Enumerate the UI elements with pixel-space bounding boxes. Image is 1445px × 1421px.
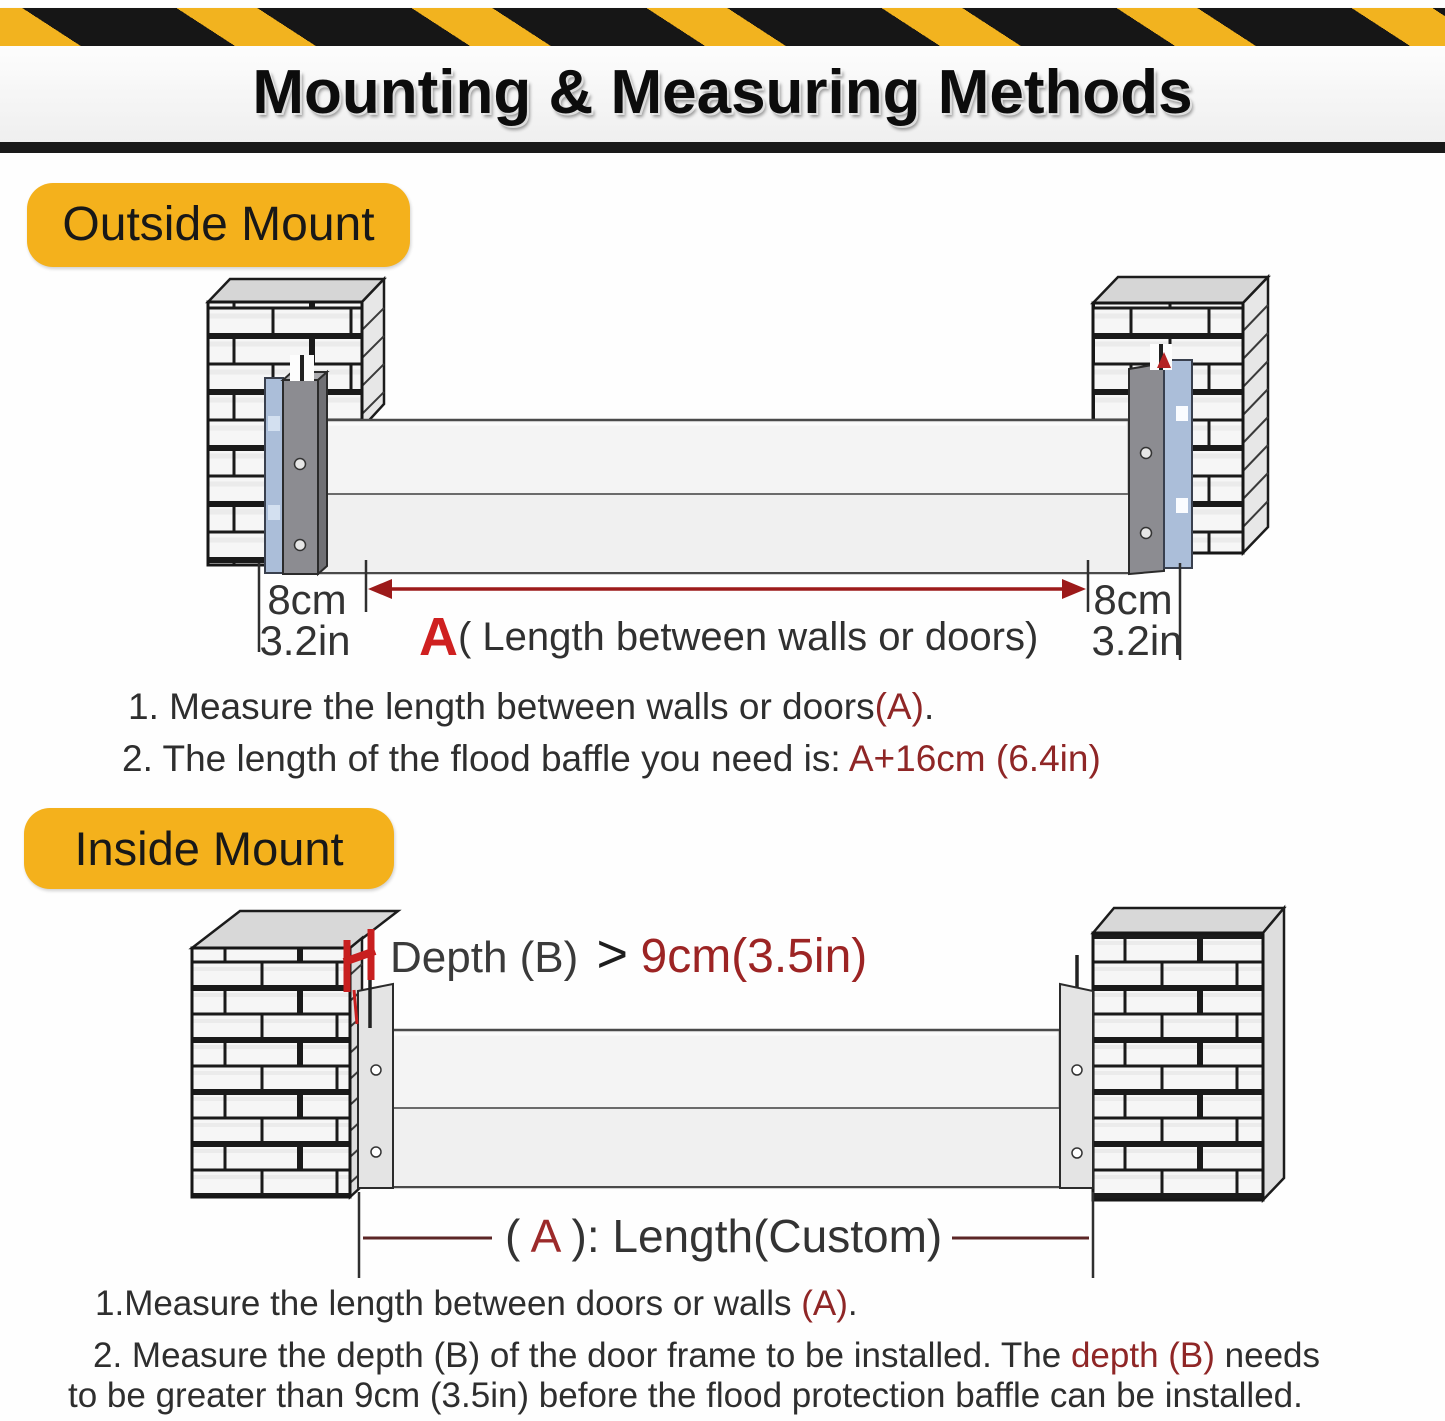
step-highlight: depth (B) xyxy=(1070,1336,1215,1375)
step-text: 1.Measure the length between doors or walls xyxy=(95,1284,802,1323)
step-text: 2. Measure the depth (B) of the door frame to be installed. The xyxy=(93,1336,1071,1375)
outside-mount-diagram xyxy=(208,277,1268,667)
dim-right-cm: 8cm xyxy=(1093,576,1173,623)
left-rail-channel xyxy=(265,378,283,573)
step-highlight: A+16cm (6.4in) xyxy=(848,738,1101,779)
length-custom-label xyxy=(505,1210,942,1262)
outside-mount-badge: Outside Mount xyxy=(27,183,410,267)
screw-hole xyxy=(371,1147,381,1157)
depth-label xyxy=(390,924,867,984)
dim-right-in: 3.2in xyxy=(1091,617,1183,664)
span-arrow xyxy=(368,579,1086,599)
right-mounting-plate xyxy=(1060,984,1093,1188)
dim-left-cm: 8cm xyxy=(267,576,347,623)
step-highlight: (A) xyxy=(801,1284,848,1323)
screw-hole xyxy=(1072,1065,1082,1075)
inside-step-1 xyxy=(95,1284,858,1324)
step-text: . xyxy=(923,686,935,727)
dim-left-in: 3.2in xyxy=(259,617,351,664)
inside-mount-badge: Inside Mount xyxy=(24,808,394,889)
step-text: to be greater than 9cm (3.5in) before the flood protection baffle can be installed. xyxy=(68,1376,1303,1415)
screw-hole xyxy=(371,1065,381,1075)
right-wall-pillar-inside xyxy=(1093,908,1284,1200)
outside-step-2 xyxy=(122,738,1101,780)
page-title: Mounting & Measuring Methods xyxy=(252,58,1193,127)
len-a: A xyxy=(530,1210,559,1262)
screw-hole xyxy=(1141,448,1152,459)
step-text: 2. The length of the flood baffle you need is: xyxy=(122,738,849,779)
span-label-a: A xyxy=(419,607,458,667)
right-rail-channel xyxy=(1164,360,1192,568)
screw-hole xyxy=(295,540,306,551)
screw-hole xyxy=(295,459,306,470)
len-open: ( xyxy=(505,1210,521,1262)
depth-value: 9cm(3.5in) xyxy=(640,930,868,983)
flood-barrier-panel xyxy=(310,420,1129,573)
screw-hole xyxy=(1141,528,1152,539)
left-end-bracket xyxy=(283,372,327,574)
step-highlight: (A) xyxy=(874,686,924,727)
flood-barrier-panel-inside xyxy=(385,1030,1060,1187)
left-mounting-plate xyxy=(358,984,393,1188)
right-end-bracket xyxy=(1129,363,1164,574)
step-text: . xyxy=(847,1284,858,1323)
screw-hole xyxy=(1072,1148,1082,1158)
outside-step-1 xyxy=(128,686,934,728)
inside-mount-diagram xyxy=(192,908,1284,1278)
inside-step-2-line1 xyxy=(93,1336,1320,1376)
step-text: 1. Measure the length between walls or doors xyxy=(128,686,875,727)
depth-label-text: Depth (B) xyxy=(390,933,591,982)
span-label-text: ( Length between walls or doors) xyxy=(458,615,1039,659)
step-text: needs xyxy=(1214,1336,1321,1375)
inside-step-2-line2 xyxy=(68,1376,1303,1416)
greater-than-symbol: > xyxy=(596,924,629,984)
len-rest: ): Length(Custom) xyxy=(571,1210,943,1262)
